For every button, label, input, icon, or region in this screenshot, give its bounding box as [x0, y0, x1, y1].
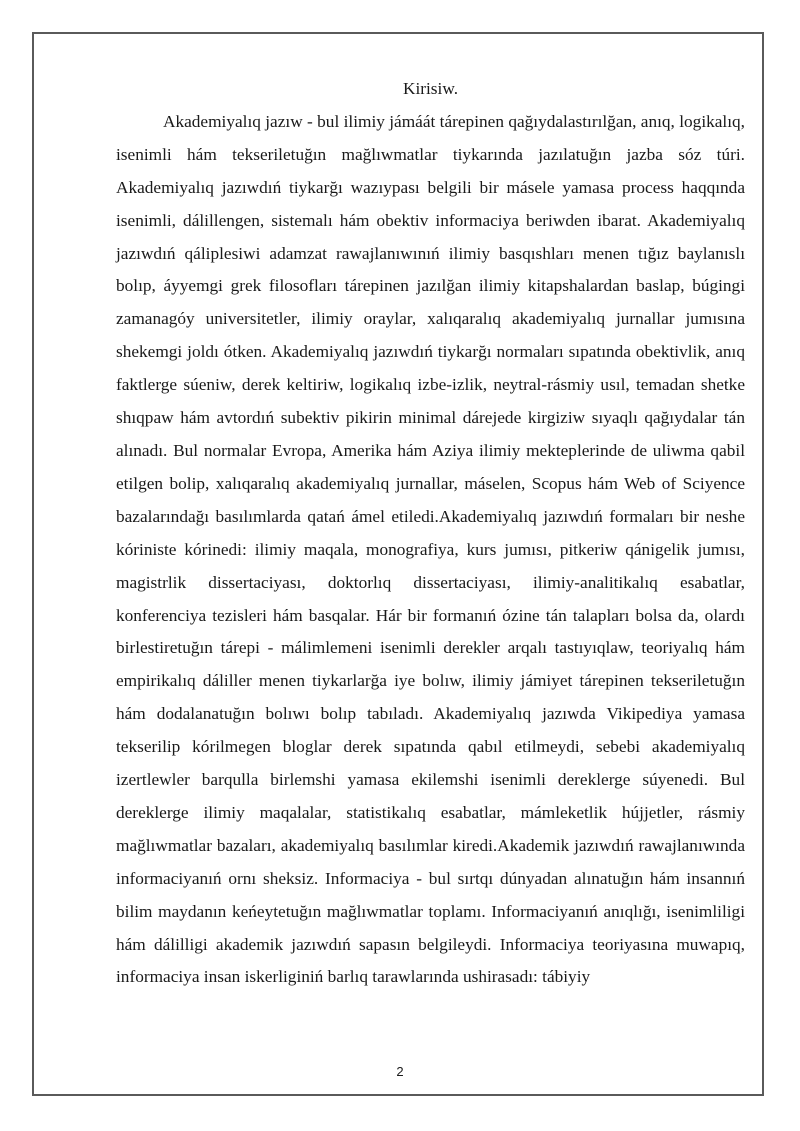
document-body: [116, 73, 745, 994]
document-heading: Kirisiw.: [402, 79, 459, 98]
page-number: 2: [396, 1064, 404, 1079]
body-paragraph: Akademiyalıq jazıw - bul ilimiy jámáát tárepinen qağıydalastırılğan, anıq, logikalıq, isenimli hám tekseriletuğın mağlıwmatlar tiykarında jazılatuğın jazba sóz túri. Akademiyalıq jazıwdıń tiykarğı wazıypası belgili bir másele yamasa process haqqında isenimli, dálillengen, sistemalı hám obektiv informaciya beriwden ibarat. Akademiyalıq jazıwdıń qáliplesiwi adamzat rawajlanıwınıń ilimiy basqıshları menen tığız baylanıslı bolıp, áyyemgi grek filosofları tárepinen jazılğan ilimiy kitapshalardan baslap, búgingi zamanagóy universitetler, ilimiy oraylar, xalıqaralıq akademiyalıq jurnallar jumısına shekemgi joldı ótken. Akademiyalıq jazıwdıń tiykarğı normaları sıpatında obektivlik, anıq faktlerge súeniw, derek keltiriw, logikalıq izbe-izlik, neytral-rásmiy usıl, temadan shetke shıqpaw hám avtordıń subektiv pikirin minimal dárejede kirgiziw sıyaqlı qağıydalar tán alınadı. Bul normalar Evropa, Amerika hám Aziya ilimiy mekteplerinde de uliwma qabil etilgen bolip, xalıqaralıq akademiyalıq jurnallar, máselen, Scopus hám Web of Sciyence bazalarındağı basılımlarda qatań ámel etiledi.Akademiyalıq jazıwdıń formaları bir neshe kóriniste kórinedi: ilimiy maqala, monografiya, kurs jumısı, pitkeriw qánigelik jumısı, magistrlik dissertaciyası, doktorlıq dissertaciyası, ilimiy-analitikalıq esabatlar, konferenciya tezisleri hám basqalar. Hár bir formanıń ózine tán talapları bolsa da, olardı birlestiretuğın tárepi - málimlemeni isenimli derekler arqalı tastıyıqlaw, teoriyalıq hám empirikalıq dáliller menen tiykarlarğa iye bolıw, ilimiy jámiyet tárepinen tekseriletuğın hám dodalanatuğın bolıwı bolıp tabıladı. Akademiyalıq jazıwda Vikipediya yamasa tekserilip kórilmegen bloglar derek sıpatında qabıl etilmeydi, sebebi akademiyalıq izertlewler barqulla birlemshi yamasa ekilemshi isenimli dereklerge súyenedi. Bul dereklerge ilimiy maqalalar, statistikalıq esabatlar, mámleketlik hújjetler, rásmiy mağlıwmatlar bazaları, akademiyalıq basılımlar kiredi.Akademik jazıwdıń rawajlanıwında informaciyanıń ornı sheksiz. Informaciya - bul sırtqı dúnyadan alınatuğın hám insannıń bilim maydanın keńeytetuğın mağlıwmatlar toplamı. Informaciyanıń anıqlığı, isenimliligi hám dálilligi akademik jazıwdıń sapasın belgileydi. Informaciya teoriyasına muwapıq, informaciya insan iskerliginiń barlıq tarawlarında ushirasadı: tábiyiy: [116, 111, 745, 987]
